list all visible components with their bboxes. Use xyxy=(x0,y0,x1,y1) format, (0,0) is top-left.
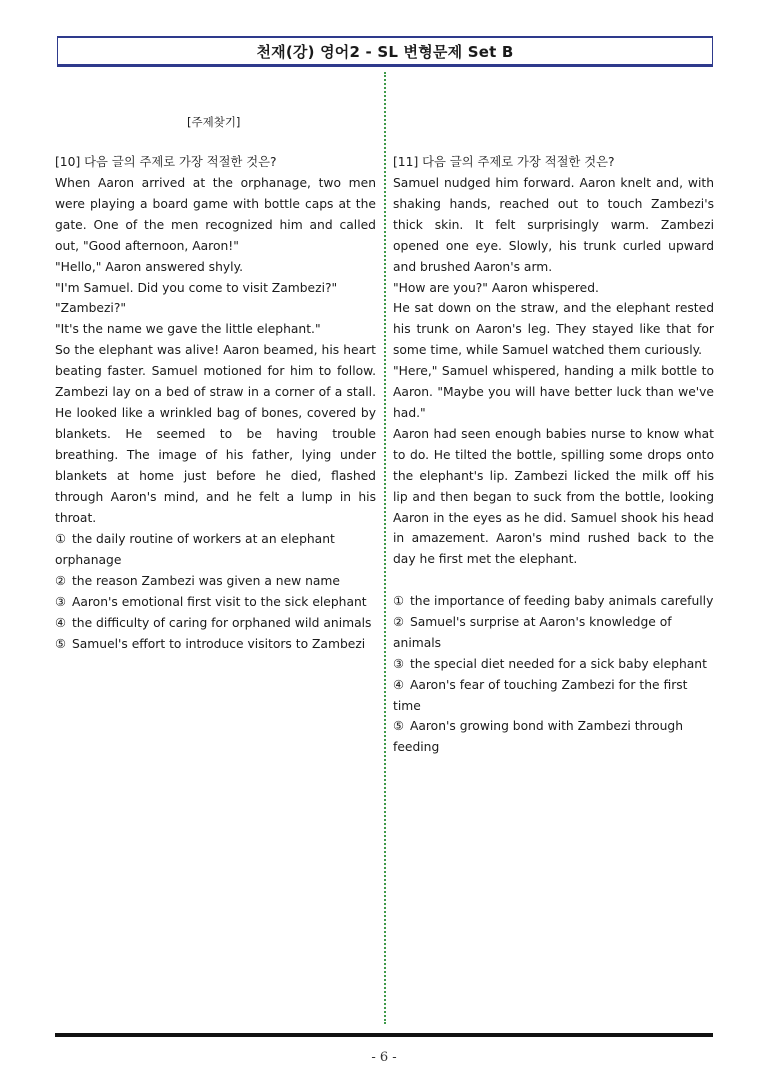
question-10-passage xyxy=(55,173,376,528)
passage-paragraph: He sat down on the straw, and the elephant rested his trunk on Aaron's leg. They stayed like that for some time, while Samuel watched them curiously. xyxy=(393,301,714,358)
choice-number: ① xyxy=(55,532,67,546)
answer-choice[interactable] xyxy=(393,675,714,717)
answer-choice[interactable] xyxy=(55,613,376,634)
passage-paragraph: "I'm Samuel. Did you come to visit Zambezi?" xyxy=(55,280,338,295)
choice-text: the daily routine of workers at an elephant orphanage xyxy=(55,532,335,567)
choice-text: the special diet needed for a sick baby elephant xyxy=(409,656,707,671)
column-divider xyxy=(384,72,386,1024)
answer-choice[interactable] xyxy=(55,529,376,571)
worksheet-title: 천재(강) 영어2 - SL 변형문제 Set B xyxy=(256,42,514,61)
question-10-title: [10] 다음 글의 주제로 가장 적절한 것은? xyxy=(55,155,277,169)
passage-paragraph: "Zambezi?" xyxy=(55,301,127,316)
choice-text: Aaron's growing bond with Zambezi through feeding xyxy=(393,719,684,755)
choice-text: the difficulty of caring for orphaned wild animals xyxy=(71,615,372,630)
question-11-choices xyxy=(393,591,714,758)
choice-text: Aaron's fear of touching Zambezi for the first time xyxy=(393,677,688,713)
choice-number: ② xyxy=(393,614,405,629)
choice-number: ⑤ xyxy=(55,636,67,651)
answer-choice[interactable] xyxy=(393,612,714,654)
choice-text: Samuel's effort to introduce visitors to Zambezi xyxy=(71,636,366,651)
choice-text: Samuel's surprise at Aaron's knowledge of animals xyxy=(393,614,672,650)
answer-choice[interactable] xyxy=(55,592,376,613)
choice-number: ③ xyxy=(393,656,405,671)
question-11-passage xyxy=(393,173,714,570)
passage-paragraph: "How are you?" Aaron whispered. xyxy=(393,280,599,295)
section-tag: [주제찾기] xyxy=(187,115,241,129)
passage-paragraph: "It's the name we gave the little elephant." xyxy=(55,322,321,337)
choice-number: ④ xyxy=(55,615,67,630)
page-number: - 6 - xyxy=(371,1050,397,1065)
answer-choice[interactable] xyxy=(393,716,714,758)
choice-number: ⑤ xyxy=(393,719,405,734)
passage-paragraph: "Here," Samuel whispered, handing a milk bottle to Aaron. "Maybe you will have better luck than we've had." xyxy=(393,364,714,420)
passage-paragraph: When Aaron arrived at the orphanage, two men were playing a board game with bottle caps at the gate. One of the men recognized him and called out, "Good afternoon, Aaron!" xyxy=(55,176,376,253)
choice-number: ③ xyxy=(55,594,67,609)
worksheet-header xyxy=(57,36,713,67)
answer-choice[interactable] xyxy=(393,654,714,675)
question-10-choices xyxy=(55,529,376,654)
passage-paragraph: Samuel nudged him forward. Aaron knelt and, with shaking hands, reached out to touch Zambezi's thick skin. It felt surprisingly warm. Zambezi opened one eye. Slowly, his trunk curled upward and brushed Aaron's arm. xyxy=(393,176,714,274)
passage-paragraph: Aaron had seen enough babies nurse to know what to do. He tilted the bottle, spilling some drops onto the elephant's lip. Zambezi licked the milk off his lip and then began to suck from the bottle, looking Aaron in the eyes as he did. Samuel shook his head in amazement. Aaron's mind rushed back to the day he first met the elephant. xyxy=(393,426,714,567)
choice-number: ② xyxy=(55,573,67,588)
answer-choice[interactable] xyxy=(393,591,714,612)
answer-choice[interactable] xyxy=(55,634,376,655)
choice-text: the reason Zambezi was given a new name xyxy=(71,573,340,588)
footer-rule xyxy=(55,1033,713,1037)
question-11-title: [11] 다음 글의 주제로 가장 적절한 것은? xyxy=(393,155,615,169)
choice-text: the importance of feeding baby animals carefully xyxy=(409,594,714,608)
choice-text: Aaron's emotional first visit to the sick elephant xyxy=(71,594,367,609)
choice-number: ④ xyxy=(393,677,405,692)
passage-paragraph: "Hello," Aaron answered shyly. xyxy=(55,259,244,274)
choice-number: ① xyxy=(393,594,405,608)
answer-choice[interactable] xyxy=(55,571,376,592)
passage-paragraph: So the elephant was alive! Aaron beamed, his heart beating faster. Samuel motioned for him to follow. Zambezi lay on a bed of straw in a corner of a stall. He looked like a wrinkled bag of bones, covered by blankets. He seemed to be having trouble breathing. The image of his father, lying under blankets at home just before he died, flashed through Aaron's mind, and he felt a lump in his throat. xyxy=(55,343,376,525)
